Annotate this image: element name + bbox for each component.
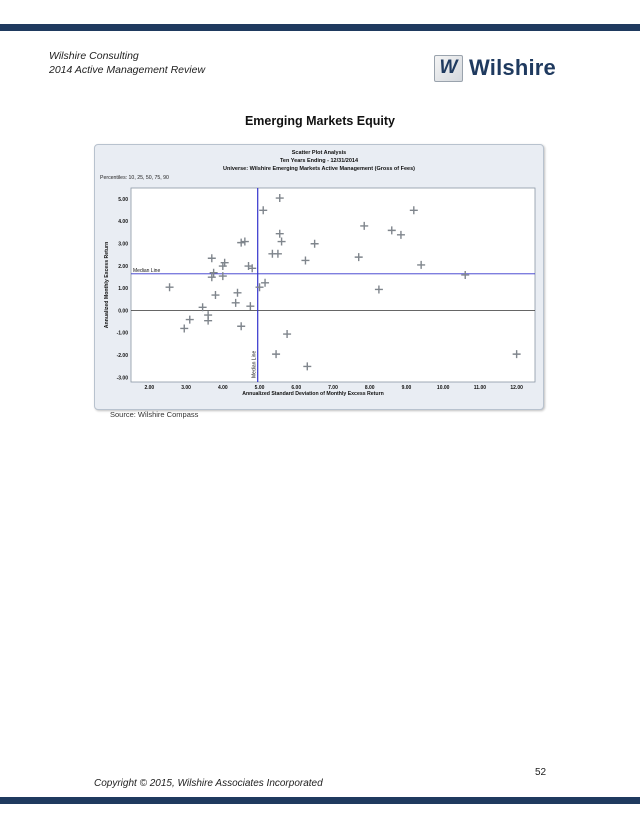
section-title: Emerging Markets Equity (244, 114, 396, 128)
y-tick-label: -1.00 (116, 330, 128, 337)
scatter-chart-panel (94, 144, 544, 410)
y-tick-label: -2.00 (116, 353, 128, 360)
source-note: Source: Wilshire Compass (110, 410, 199, 419)
report-name: 2014 Active Management Review (49, 64, 206, 76)
median-label-vertical: Median Line (251, 350, 258, 378)
y-tick-label: 1.00 (118, 286, 128, 293)
plot-area (131, 188, 535, 382)
x-tick-label: 4.00 (217, 385, 228, 391)
x-tick-label: 6.00 (291, 385, 302, 391)
company-name: Wilshire Consulting (49, 50, 139, 62)
x-tick-label: 5.00 (254, 385, 265, 391)
scatter-chart (95, 145, 543, 409)
x-tick-label: 2.00 (144, 385, 155, 391)
percentiles-label: Percentiles: 10, 25, 50, 75, 90 (100, 175, 169, 181)
report-header (49, 49, 205, 77)
x-tick-label: 7.00 (328, 385, 338, 391)
x-tick-label: 3.00 (181, 385, 191, 391)
top-brand-bar (0, 24, 640, 31)
y-tick-label: 5.00 (118, 196, 128, 203)
x-tick-label: 10.00 (436, 385, 450, 391)
wilshire-logo (434, 54, 556, 82)
y-tick-label: 4.00 (118, 219, 128, 226)
x-tick-label: 11.00 (473, 385, 487, 391)
y-tick-label: 2.00 (118, 263, 128, 270)
bottom-brand-bar (0, 797, 640, 804)
x-tick-label: 8.00 (364, 385, 375, 391)
logo-text: Wilshire (469, 55, 556, 80)
y-tick-label: -3.00 (116, 375, 128, 382)
chart-title-line: Ten Years Ending - 12/31/2014 (279, 158, 359, 164)
x-tick-label: 9.00 (401, 385, 412, 391)
logo-mark-icon: W (434, 55, 463, 82)
copyright-text: Copyright © 2015, Wilshire Associates Incorporated (94, 778, 323, 789)
page-number: 52 (535, 767, 547, 778)
y-axis-label: Annualized Monthly Excess Return (104, 241, 110, 329)
median-label-horizontal: Median Line (133, 267, 161, 274)
chart-title-line: Universe: Wilshire Emerging Markets Active Management (Gross of Fees) (223, 166, 415, 172)
x-axis-label: Annualized Standard Deviation of Monthly Excess Return (242, 391, 384, 397)
y-tick-label: 3.00 (118, 241, 128, 248)
chart-title-line: Scatter Plot Analysis (291, 150, 347, 156)
y-tick-label: 0.00 (118, 308, 128, 315)
x-tick-label: 12.00 (510, 385, 523, 391)
